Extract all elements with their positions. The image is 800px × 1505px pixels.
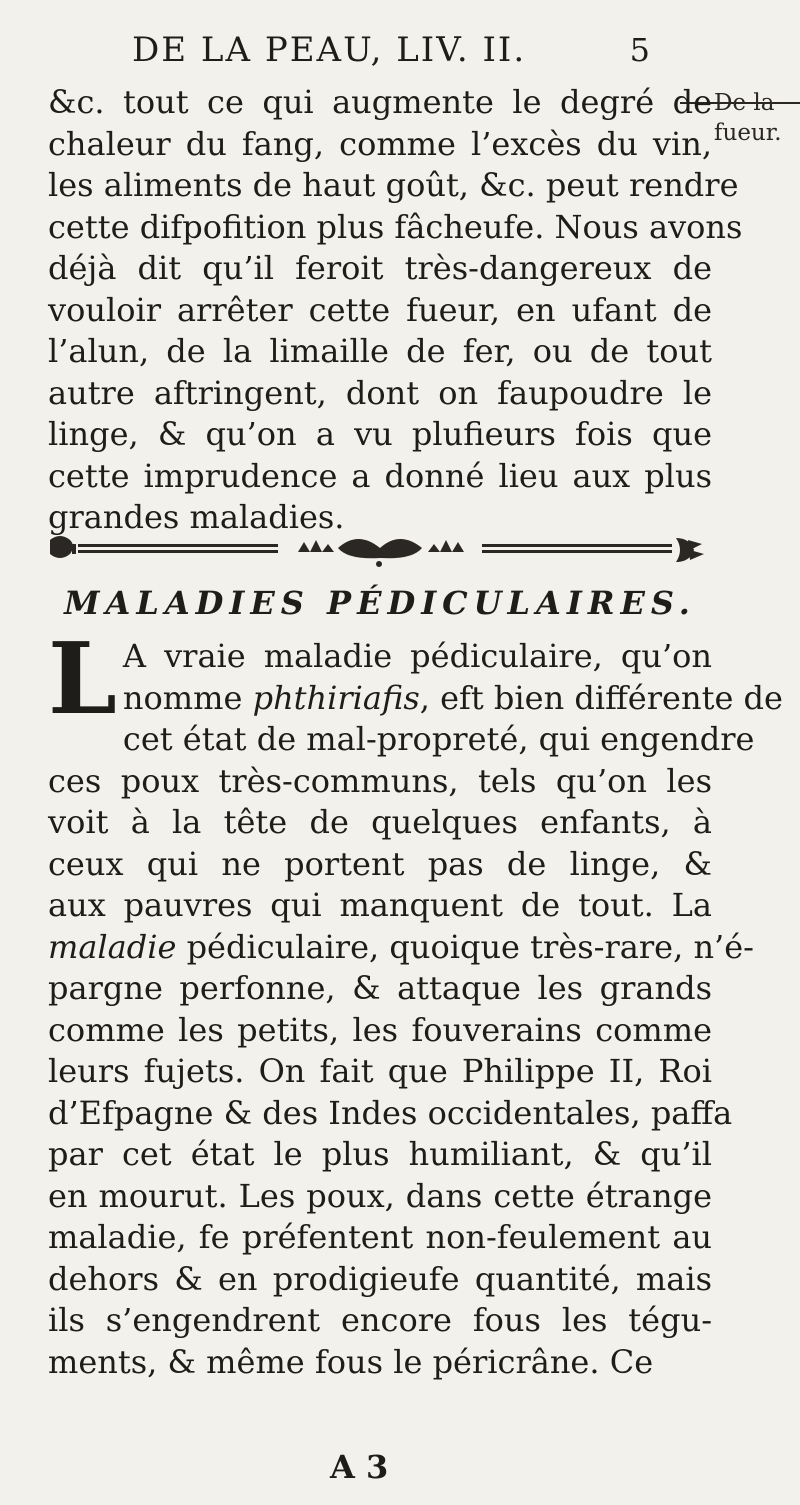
margin-note-line: fueur.: [714, 120, 782, 146]
text-line: [48, 678, 783, 720]
paragraph-pediculosis: [48, 622, 783, 1383]
running-head: [132, 30, 652, 70]
text-line: dehors & en prodigieufe quantité, mais: [48, 1259, 712, 1298]
drop-cap: L: [48, 622, 117, 737]
running-head-title: DE LA PEAU, LIV. II.: [132, 30, 527, 70]
text-line: linge, & qu’on a vu plufieurs fois que: [48, 415, 712, 453]
text-line: leurs fujets. On fait que Philippe II, Roi: [48, 1052, 712, 1090]
text-fragment: pédiculaire, quoique très-rare, n’é-: [176, 927, 754, 966]
text-line: grandes maladies.: [48, 498, 345, 536]
text-line: par cet état le plus humiliant, & qu’il: [48, 1135, 712, 1173]
text-line: cet état de mal-propreté, qui engendre: [122, 720, 755, 758]
text-line: A vraie maladie pédiculaire, qu’on: [122, 637, 712, 675]
ornamental-rule-icon: [48, 530, 712, 570]
text-line: en mourut. Les poux, dans cette étrange: [48, 1176, 712, 1215]
margin-note-line: De la: [714, 90, 775, 116]
signature-mark: A 3: [330, 1448, 389, 1486]
text-line: cette difpofition plus fâcheufe. Nous avons: [48, 207, 743, 246]
text-line: pargne perfonne, & attaque les grands: [48, 969, 712, 1007]
text-line: comme les petits, les fouverains comme: [48, 1010, 712, 1049]
italic-term: maladie: [48, 927, 177, 966]
text-line: ils s’engendrent encore fous les tégu-: [48, 1301, 712, 1339]
text-line: d’Efpagne & des Indes occidentales, paffa: [48, 1093, 733, 1132]
text-line: maladie, fe préfentent non-feulement au: [48, 1218, 712, 1256]
text-line: les aliments de haut goût, &c. peut rendre: [48, 166, 739, 204]
text-line: vouloir arrêter cette fueur, en ufant de: [48, 290, 712, 329]
text-line: autre aftringent, dont on faupoudre le: [48, 373, 712, 412]
text-line: ces poux très-communs, tels qu’on les: [48, 761, 712, 800]
margin-note: [714, 88, 800, 148]
text-line: [48, 927, 754, 969]
section-title: MALADIES PÉDICULAIRES.: [64, 584, 696, 622]
text-line: l’alun, de la limaille de fer, ou de tout: [48, 332, 712, 370]
text-line: cette imprudence a donné lieu aux plus: [48, 456, 712, 495]
text-line: aux pauvres qui manquent de tout. La: [48, 886, 712, 924]
page-number: 5: [629, 31, 652, 69]
paragraph-sweat: [48, 82, 743, 539]
text-line: ceux qui ne portent pas de linge, &: [48, 844, 712, 883]
text-line: ments, & même fous le péricrâne. Ce: [48, 1342, 654, 1381]
text-line: chaleur du fang, comme l’excès du vin,: [48, 124, 712, 163]
italic-term: phthiriafis: [252, 678, 420, 717]
text-fragment: nomme: [122, 678, 253, 717]
text-line: déjà dit qu’il feroit très-dangereux de: [48, 249, 712, 287]
text-fragment: , eft bien différente de: [419, 678, 783, 717]
text-line: voit à la tête de quelques enfants, à: [48, 803, 712, 841]
text-line: &c. tout ce qui augmente le degré de: [48, 83, 712, 121]
